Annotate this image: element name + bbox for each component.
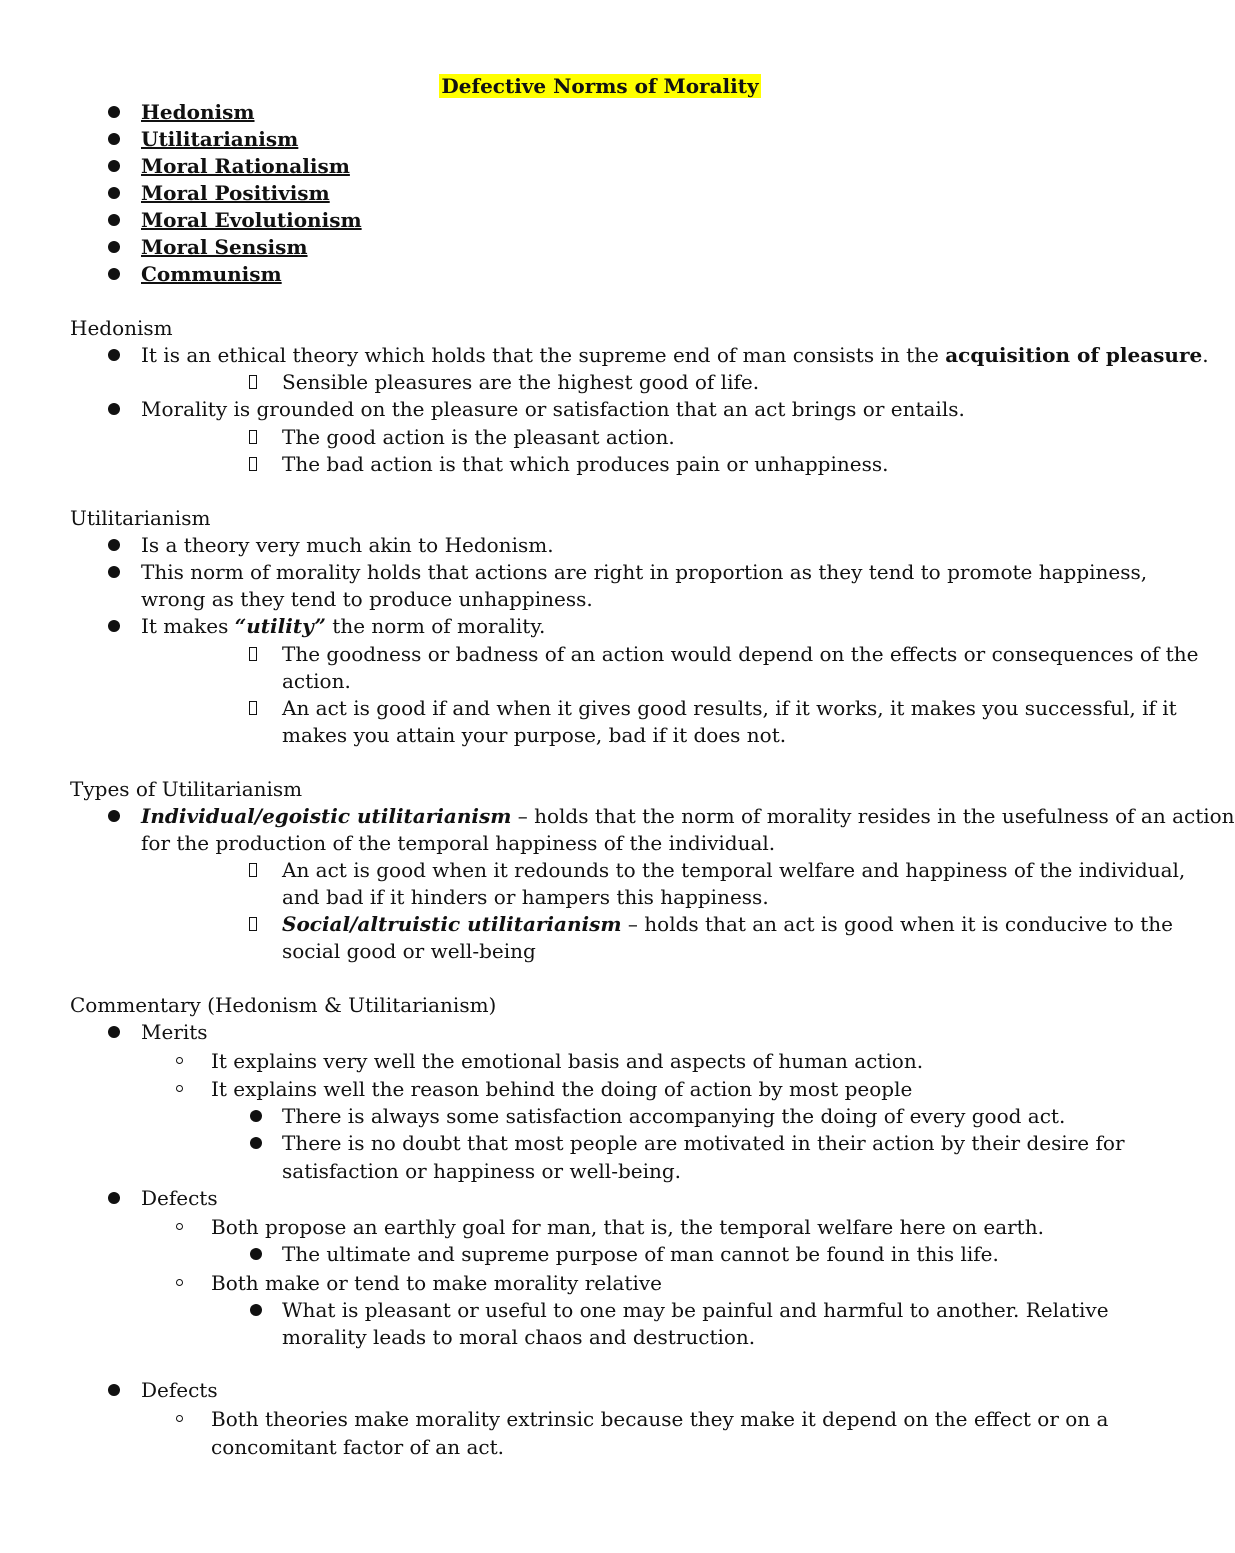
- list-item: An act is good if and when it gives good results, if it works, it makes you successful, if it: [282, 696, 1177, 720]
- list-item-continuation: makes you attain your purpose, bad if it does not.: [282, 723, 787, 747]
- list-item: It makes “utility” the norm of morality.: [141, 614, 546, 638]
- list-item: Sensible pleasures are the highest good of life.: [282, 370, 760, 394]
- page-title: Defective Norms of Morality: [441, 74, 759, 98]
- section-heading: Hedonism: [70, 316, 173, 340]
- circle-bullet-icon: [176, 1415, 183, 1422]
- bullet-icon: [108, 1026, 120, 1038]
- toc-item: Moral Rationalism: [141, 154, 350, 178]
- list-item: Morality is grounded on the pleasure or satisfaction that an act brings or entails.: [141, 397, 965, 421]
- box-bullet-icon: [249, 701, 257, 715]
- circle-bullet-icon: [176, 1223, 183, 1230]
- list-item-continuation: for the production of the temporal happiness of the individual.: [141, 831, 776, 855]
- bullet-icon: [108, 133, 120, 145]
- title-row: [0, 73, 1200, 100]
- list-item-continuation: action.: [282, 669, 351, 693]
- box-bullet-icon: [249, 457, 257, 471]
- bullet-icon: [108, 620, 120, 632]
- bullet-icon: [250, 1110, 262, 1122]
- bullet-icon: [250, 1248, 262, 1260]
- bullet-icon: [108, 214, 120, 226]
- bullet-icon: [108, 403, 120, 415]
- list-item: The goodness or badness of an action would depend on the effects or consequences of the: [282, 642, 1199, 666]
- list-item: There is no doubt that most people are motivated in their action by their desire for: [282, 1131, 1125, 1155]
- box-bullet-icon: [249, 647, 257, 661]
- bullet-icon: [108, 566, 120, 578]
- list-item: This norm of morality holds that actions are right in proportion as they tend to promote happiness,: [141, 560, 1148, 584]
- list-item-continuation: satisfaction or happiness or well-being.: [282, 1159, 682, 1183]
- toc-item: Utilitarianism: [141, 127, 299, 151]
- bullet-icon: [108, 810, 120, 822]
- list-item: Social/altruistic utilitarianism – holds that an act is good when it is conducive to the: [282, 912, 1173, 936]
- bullet-icon: [250, 1137, 262, 1149]
- list-item-continuation: wrong as they tend to produce unhappiness.: [141, 587, 593, 611]
- list-item: It explains well the reason behind the doing of action by most people: [211, 1077, 913, 1101]
- list-item: The ultimate and supreme purpose of man cannot be found in this life.: [282, 1242, 999, 1266]
- toc-item: Communism: [141, 262, 282, 286]
- list-item: Defects: [141, 1378, 218, 1402]
- list-item: Both make or tend to make morality relative: [211, 1271, 662, 1295]
- circle-bullet-icon: [176, 1279, 183, 1286]
- list-item: Both theories make morality extrinsic because they make it depend on the effect or on a: [211, 1407, 1109, 1431]
- toc-item: Hedonism: [141, 100, 255, 124]
- section-heading: Utilitarianism: [70, 506, 211, 530]
- bullet-icon: [108, 1384, 120, 1396]
- list-item: Merits: [141, 1020, 208, 1044]
- circle-bullet-icon: [176, 1085, 183, 1092]
- bullet-icon: [108, 539, 120, 551]
- list-item: It explains very well the emotional basis and aspects of human action.: [211, 1049, 924, 1073]
- list-item-continuation: morality leads to moral chaos and destruction.: [282, 1325, 756, 1349]
- bullet-icon: [108, 106, 120, 118]
- list-item: The bad action is that which produces pain or unhappiness.: [282, 452, 889, 476]
- bullet-icon: [108, 241, 120, 253]
- toc-item: Moral Positivism: [141, 181, 330, 205]
- list-item: It is an ethical theory which holds that the supreme end of man consists in the acquisition of pleasure.: [141, 343, 1209, 367]
- box-bullet-icon: [249, 863, 257, 877]
- bullet-icon: [108, 160, 120, 172]
- list-item: Both propose an earthly goal for man, that is, the temporal welfare here on earth.: [211, 1215, 1044, 1239]
- section-heading: Types of Utilitarianism: [70, 777, 303, 801]
- toc-item: Moral Sensism: [141, 235, 308, 259]
- list-item: An act is good when it redounds to the temporal welfare and happiness of the individual,: [282, 858, 1186, 882]
- box-bullet-icon: [249, 375, 257, 389]
- list-item: Individual/egoistic utilitarianism – holds that the norm of morality resides in the usefulness of an action: [141, 804, 1235, 828]
- box-bullet-icon: [249, 430, 257, 444]
- list-item: What is pleasant or useful to one may be painful and harmful to another. Relative: [282, 1298, 1109, 1322]
- bullet-icon: [108, 1192, 120, 1204]
- section-heading: Commentary (Hedonism & Utilitarianism): [70, 993, 497, 1017]
- list-item-continuation: social good or well-being: [282, 939, 536, 963]
- bullet-icon: [108, 268, 120, 280]
- box-bullet-icon: [249, 917, 257, 931]
- list-item: The good action is the pleasant action.: [282, 425, 675, 449]
- list-item: Defects: [141, 1186, 218, 1210]
- list-item-continuation: and bad if it hinders or hampers this happiness.: [282, 885, 769, 909]
- circle-bullet-icon: [176, 1057, 183, 1064]
- toc-item: Moral Evolutionism: [141, 208, 362, 232]
- list-item: Is a theory very much akin to Hedonism.: [141, 533, 554, 557]
- bullet-icon: [108, 349, 120, 361]
- list-item: There is always some satisfaction accompanying the doing of every good act.: [282, 1104, 1066, 1128]
- list-item-continuation: concomitant factor of an act.: [211, 1435, 504, 1459]
- bullet-icon: [108, 187, 120, 199]
- bullet-icon: [250, 1304, 262, 1316]
